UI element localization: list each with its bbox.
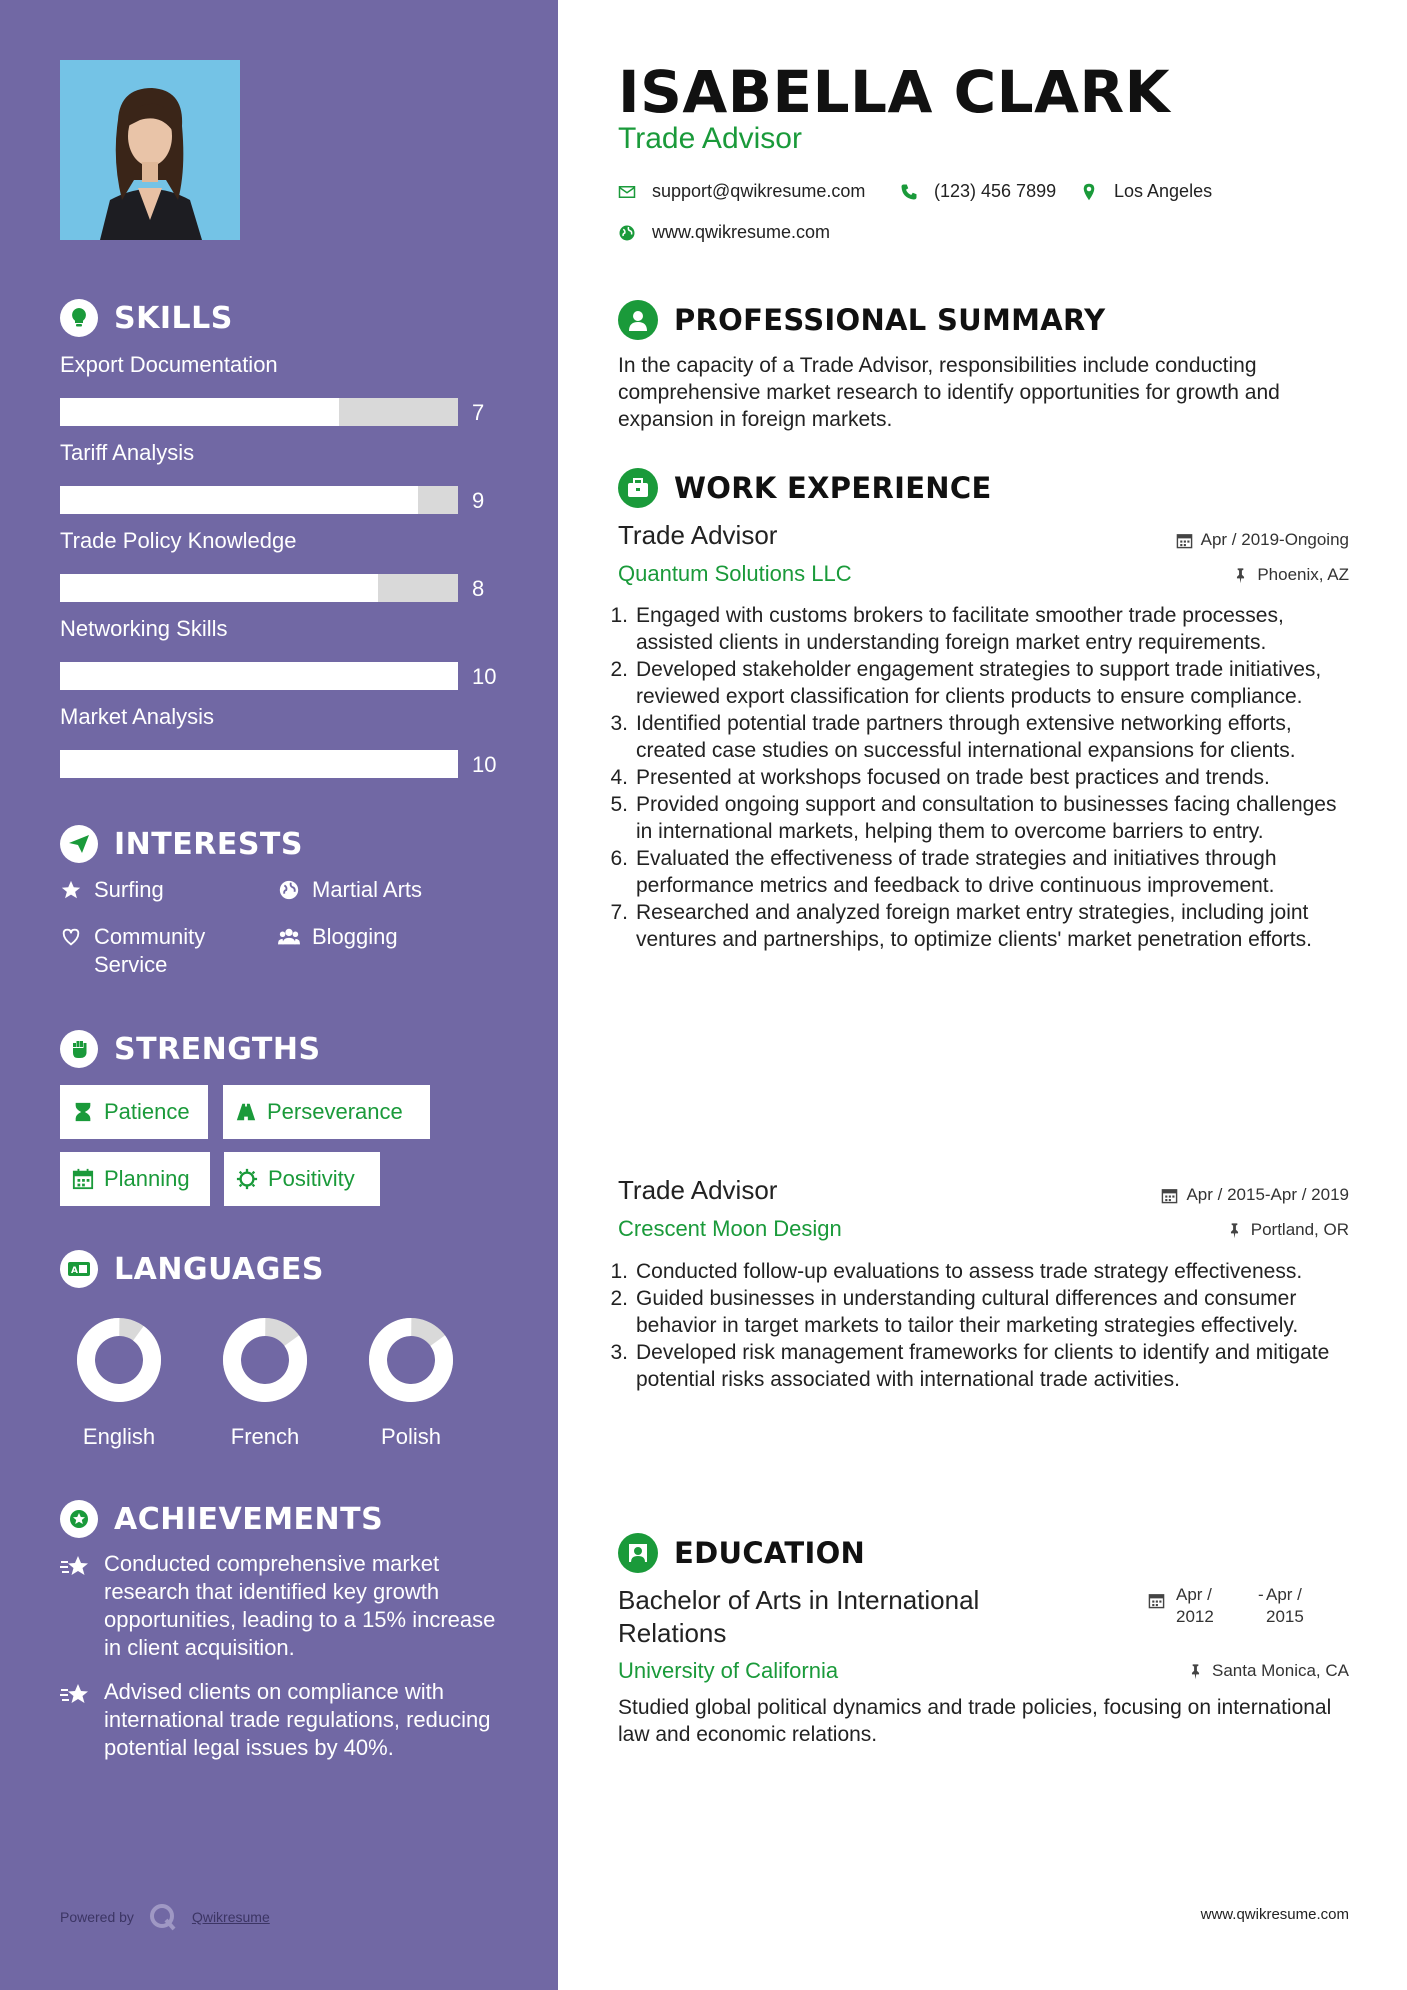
skill-item bbox=[60, 704, 500, 777]
sun-icon bbox=[236, 1168, 258, 1190]
job-title: Trade Advisor bbox=[618, 1175, 778, 1205]
strength-tag bbox=[223, 1085, 430, 1139]
interest-item bbox=[278, 876, 422, 904]
job-date-text: Apr / 2015-Apr / 2019 bbox=[1186, 1185, 1349, 1204]
job-bullet: 4. Presented at workshops focused on trade best practices and trends. bbox=[610, 766, 1270, 789]
job-bullet: 6. Evaluated the effectiveness of trade strategies and initiatives through performance metrics and feedback to drive continuous improvement. bbox=[610, 847, 1277, 897]
education-start-date: Apr / 2012 bbox=[1176, 1585, 1214, 1626]
experience-heading bbox=[618, 468, 992, 508]
interests-heading bbox=[60, 825, 303, 863]
job-date-text: Apr / 2019-Ongoing bbox=[1200, 530, 1349, 549]
job-location-text: Phoenix, AZ bbox=[1257, 565, 1349, 584]
website-text: www.qwikresume.com bbox=[652, 222, 831, 242]
skill-bar bbox=[60, 398, 458, 426]
paper-plane-icon bbox=[60, 825, 98, 863]
calendar-icon bbox=[72, 1168, 94, 1190]
strengths-heading bbox=[60, 1030, 321, 1068]
job-bullet: 5. Provided ongoing support and consultation to businesses facing challenges in international markets, helping them to overcome barriers to entry. bbox=[610, 793, 1337, 843]
sidebar bbox=[0, 0, 558, 1990]
languages-title: LANGUAGES bbox=[114, 1251, 324, 1287]
strength-label: Positivity bbox=[268, 1166, 355, 1191]
skill-item bbox=[60, 440, 500, 513]
job-date bbox=[1161, 1185, 1349, 1205]
job-bullet: 2. Guided businesses in understanding cultural differences and consumer behavior in target markets to tailor their marketing strategies effectively. bbox=[610, 1287, 1299, 1337]
hourglass-icon bbox=[72, 1101, 94, 1123]
skill-name: Tariff Analysis bbox=[60, 440, 195, 465]
skill-value: 10 bbox=[472, 752, 497, 777]
job-bullet: 7. Researched and analyzed foreign market entry strategies, including joint ventures and partnerships, to optimize clients' market penetration efforts. bbox=[610, 901, 1312, 951]
globe-icon bbox=[618, 224, 636, 242]
phone-icon bbox=[900, 183, 918, 201]
contact-email[interactable] bbox=[618, 181, 865, 202]
interest-label: Martial Arts bbox=[312, 877, 423, 902]
achievement-text: Conducted comprehensive market research that identified key growth opportunities, leading to a 15% increase in client acquisition. bbox=[104, 1551, 496, 1660]
language-icon bbox=[60, 1250, 98, 1288]
graduate-icon bbox=[618, 1533, 658, 1573]
strength-label: Perseverance bbox=[267, 1099, 403, 1124]
school-location bbox=[1187, 1661, 1349, 1681]
skill-bar bbox=[60, 574, 458, 602]
experience-title: WORK EXPERIENCE bbox=[674, 471, 992, 505]
job-bullets bbox=[610, 1258, 1358, 1393]
skill-value: 9 bbox=[472, 488, 485, 513]
location-text: Los Angeles bbox=[1114, 181, 1213, 201]
job-company: Crescent Moon Design bbox=[618, 1216, 842, 1241]
footer-website[interactable]: www.qwikresume.com bbox=[1200, 1906, 1349, 1923]
strength-tag bbox=[60, 1085, 208, 1139]
achievement-item bbox=[60, 1678, 500, 1762]
globe-icon bbox=[278, 876, 304, 904]
skills-title: SKILLS bbox=[114, 300, 233, 336]
skill-item bbox=[60, 352, 500, 425]
skill-bar-fill bbox=[60, 398, 339, 426]
calendar-icon bbox=[1148, 1592, 1165, 1609]
language-name: French bbox=[230, 1424, 300, 1449]
user-icon bbox=[618, 300, 658, 340]
fist-icon bbox=[60, 1030, 98, 1068]
calendar-icon bbox=[1176, 532, 1193, 549]
strength-label: Patience bbox=[104, 1099, 190, 1124]
job-location bbox=[1232, 565, 1349, 585]
shooting-star-icon bbox=[60, 1678, 104, 1762]
job-bullet: 2. Developed stakeholder engagement strategies to support trade initiatives, reviewed export classification for clients products to ensure compliance. bbox=[610, 658, 1322, 708]
languages-heading bbox=[60, 1250, 324, 1288]
job-date bbox=[1176, 530, 1349, 550]
language-donut bbox=[221, 1316, 309, 1404]
lightbulb-icon bbox=[60, 299, 98, 337]
heart-outline-icon bbox=[60, 923, 86, 951]
job-bullet: 3. Identified potential trade partners through extensive networking efforts, created case studies on successful international expansions for clients. bbox=[610, 712, 1296, 762]
summary-heading bbox=[618, 300, 1105, 340]
interest-item bbox=[60, 876, 164, 904]
powered-by bbox=[60, 1902, 270, 1932]
achievement-item bbox=[60, 1550, 500, 1662]
strengths-title: STRENGTHS bbox=[114, 1031, 321, 1067]
skill-value: 7 bbox=[472, 400, 485, 425]
education-date-icon bbox=[1148, 1592, 1172, 1614]
qwikresume-link[interactable]: Qwikresume bbox=[191, 1909, 270, 1925]
school-location-text: Santa Monica, CA bbox=[1211, 1661, 1349, 1680]
job-location bbox=[1226, 1220, 1349, 1240]
skill-value: 10 bbox=[472, 664, 497, 689]
language-item bbox=[210, 1316, 320, 1450]
qwikresume-logo-icon bbox=[148, 1902, 178, 1932]
job-bullets bbox=[610, 602, 1358, 953]
map-pin-icon bbox=[1080, 183, 1098, 201]
skill-value: 8 bbox=[472, 576, 485, 601]
language-item bbox=[64, 1316, 174, 1450]
powered-by-label: Powered by bbox=[60, 1909, 134, 1925]
contact-location bbox=[1080, 181, 1212, 202]
date-separator: - bbox=[1258, 1585, 1264, 1604]
achievement-text: Advised clients on compliance with international trade regulations, reducing potential legal issues by 40%. bbox=[104, 1679, 491, 1760]
interest-item bbox=[60, 923, 205, 979]
job-bullet: 1. Conducted follow-up evaluations to assess trade strategy effectiveness. bbox=[610, 1260, 1303, 1283]
degree-title: Bachelor of Arts in International Relations bbox=[618, 1585, 980, 1648]
skill-name: Export Documentation bbox=[60, 352, 278, 377]
interests-title: INTERESTS bbox=[114, 826, 303, 862]
job-title: Trade Advisor bbox=[618, 520, 778, 550]
job-company: Quantum Solutions LLC bbox=[618, 561, 852, 586]
candidate-name: ISABELLA CLARK bbox=[618, 58, 1171, 126]
shooting-star-icon bbox=[60, 1550, 104, 1662]
language-donut bbox=[75, 1316, 163, 1404]
phone-text: (123) 456 7899 bbox=[934, 181, 1057, 201]
trophy-star-icon bbox=[60, 1500, 98, 1538]
education-title: EDUCATION bbox=[674, 1536, 866, 1570]
achievements-title: ACHIEVEMENTS bbox=[114, 1501, 384, 1537]
road-icon bbox=[235, 1101, 257, 1123]
email-text: support@qwikresume.com bbox=[652, 181, 866, 201]
strength-tag bbox=[224, 1152, 380, 1206]
star-icon bbox=[60, 876, 86, 904]
svg-text:A: A bbox=[71, 1266, 78, 1276]
strength-label: Planning bbox=[104, 1166, 190, 1191]
language-donut bbox=[367, 1316, 455, 1404]
pushpin-icon bbox=[1187, 1663, 1204, 1680]
language-item bbox=[356, 1316, 466, 1450]
school-name: University of California bbox=[618, 1658, 839, 1683]
skill-item bbox=[60, 616, 500, 689]
pushpin-icon bbox=[1232, 567, 1249, 584]
users-icon bbox=[278, 923, 304, 951]
skill-bar-fill bbox=[60, 750, 458, 778]
skill-bar bbox=[60, 662, 458, 690]
main-content bbox=[558, 0, 1407, 1990]
skill-name: Market Analysis bbox=[60, 704, 215, 729]
skill-name: Networking Skills bbox=[60, 616, 228, 641]
language-name: English bbox=[82, 1424, 156, 1449]
profile-photo bbox=[60, 60, 240, 240]
skill-bar-fill bbox=[60, 662, 458, 690]
pushpin-icon bbox=[1226, 1222, 1243, 1239]
calendar-icon bbox=[1161, 1187, 1178, 1204]
skill-name: Trade Policy Knowledge bbox=[60, 528, 297, 553]
skill-bar bbox=[60, 486, 458, 514]
interest-item bbox=[278, 923, 398, 951]
skill-bar-fill bbox=[60, 574, 378, 602]
education-heading bbox=[618, 1533, 865, 1573]
skill-item bbox=[60, 528, 500, 601]
education-end-date: Apr / 2015 bbox=[1266, 1585, 1304, 1626]
achievements-heading bbox=[60, 1500, 383, 1538]
interest-label: Blogging bbox=[312, 924, 398, 949]
envelope-icon bbox=[618, 183, 636, 201]
job-bullet: 3. Developed risk management frameworks for clients to identify and mitigate potential risks associated with international trade activities. bbox=[610, 1341, 1330, 1391]
contact-phone[interactable] bbox=[900, 181, 1056, 202]
skill-bar bbox=[60, 750, 458, 778]
contact-website[interactable] bbox=[618, 222, 830, 243]
briefcase-icon bbox=[618, 468, 658, 508]
interest-label: Community Service bbox=[94, 924, 206, 977]
interest-label: Surfing bbox=[94, 877, 164, 902]
strength-tag bbox=[60, 1152, 210, 1206]
summary-text: In the capacity of a Trade Advisor, responsibilities include conducting comprehensive market research to identify opportunities for growth and expansion in foreign markets. bbox=[618, 354, 1280, 431]
skills-heading bbox=[60, 299, 233, 337]
job-location-text: Portland, OR bbox=[1250, 1220, 1349, 1239]
candidate-title: Trade Advisor bbox=[618, 122, 802, 155]
skill-bar-fill bbox=[60, 486, 418, 514]
language-name: Polish bbox=[381, 1424, 441, 1449]
summary-title: PROFESSIONAL SUMMARY bbox=[674, 303, 1106, 337]
education-description: Studied global political dynamics and trade policies, focusing on international law and economic relations. bbox=[618, 1696, 1332, 1746]
job-bullet: 1. Engaged with customs brokers to facilitate smoother trade processes, assisted clients in understanding foreign market entry requirements. bbox=[610, 604, 1284, 654]
